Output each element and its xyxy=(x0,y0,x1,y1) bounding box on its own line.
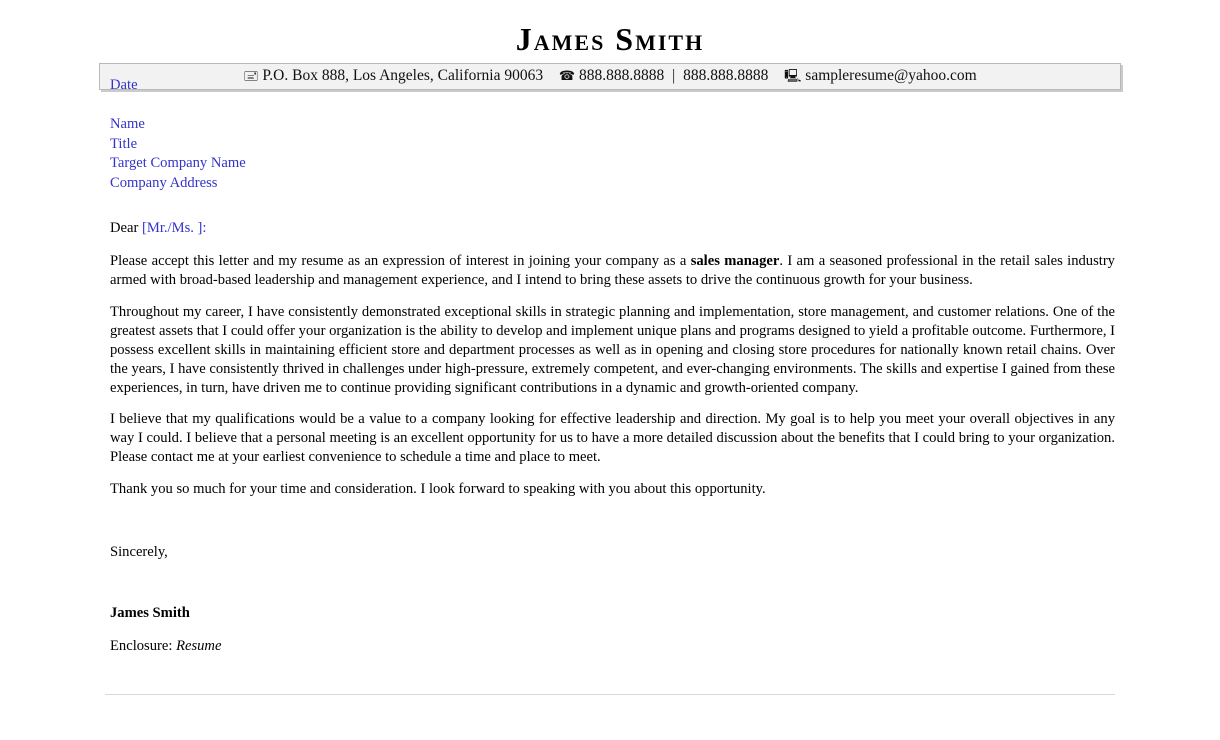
contact-email: sampleresume@yahoo.com xyxy=(805,67,977,85)
salutation xyxy=(110,219,1115,238)
enclosure-line xyxy=(110,637,1115,656)
paragraph-1-emphasis: sales manager xyxy=(690,252,780,269)
footer-divider xyxy=(105,694,1115,695)
closing-line: Sincerely, xyxy=(110,544,168,561)
recipient-block xyxy=(110,115,1115,193)
telephone-icon: ☎ xyxy=(558,67,576,83)
signature-name: James Smith xyxy=(110,605,190,622)
contact-phone-secondary: 888.888.8888 xyxy=(683,67,769,85)
paragraph-1-part-3: . I am a seasoned professional in the retail sales industry armed with broad-based leadership and management experience, and I intend to bring these assets to drive the continuous growth for your business. xyxy=(110,252,1115,288)
paragraph-3: I believe that my qualifications would be a value to a company looking for effective leadership and direction. My goal is to help you meet your overall objectives in any way I could. I believe that a personal meeting is an excellent opportunity for us to have a more detailed discussion about the benefits that I could bring to your organization. Please contact me at your earliest convenience to schedule a time and place to meet. xyxy=(110,411,1115,466)
enclosure-label: Enclosure: xyxy=(110,637,177,654)
enclosure-value: Resume xyxy=(176,637,222,654)
paragraph-1-part-1: Please accept this letter and my resume as an expression of interest in joining your company as a xyxy=(110,252,691,269)
letter-body xyxy=(110,76,1115,655)
salutation-placeholder[interactable]: [Mr./Ms. ]: xyxy=(142,220,207,237)
recipient-title-placeholder[interactable]: Title xyxy=(110,135,138,152)
paragraph-4: Thank you so much for your time and consideration. I look forward to speaking with you about this opportunity. xyxy=(110,481,766,498)
page-title: James Smith xyxy=(515,21,705,57)
envelope-icon: 🖃 xyxy=(243,67,259,83)
contact-divider: | xyxy=(672,67,676,85)
contact-phone-primary: 888.888.8888 xyxy=(578,67,665,85)
recipient-name-placeholder[interactable]: Name xyxy=(110,116,145,133)
paragraph-1 xyxy=(110,252,1115,290)
recipient-company-placeholder[interactable]: Target Company Name xyxy=(110,155,246,172)
recipient-address-placeholder[interactable]: Company Address xyxy=(110,174,218,191)
date-placeholder[interactable]: Date xyxy=(110,77,138,93)
salutation-prefix: Dear xyxy=(110,220,143,237)
contact-address: P.O. Box 888, Los Angeles, California 90063 xyxy=(262,67,544,85)
computer-icon: 🖳 xyxy=(784,67,802,83)
paragraph-2: Throughout my career, I have consistently demonstrated exceptional skills in strategic planning and implementation, store management, and customer relations. One of the greatest assets that I could offer your organization is the ability to develop and implement unique plans and programs designed to yield a profitable outcome. Furthermore, I possess excellent skills in maintaining efficient store and department processes as well as in opening and closing store procedures for nationally known retail chains. Over the years, I have consistently thrived in challenges under high-pressure, extremely competent, and ever-changing environments. The skills and expertise I gained from these experiences, in turn, have driven me to continue providing significant contributions in a dynamic and growth-oriented company. xyxy=(110,303,1115,396)
